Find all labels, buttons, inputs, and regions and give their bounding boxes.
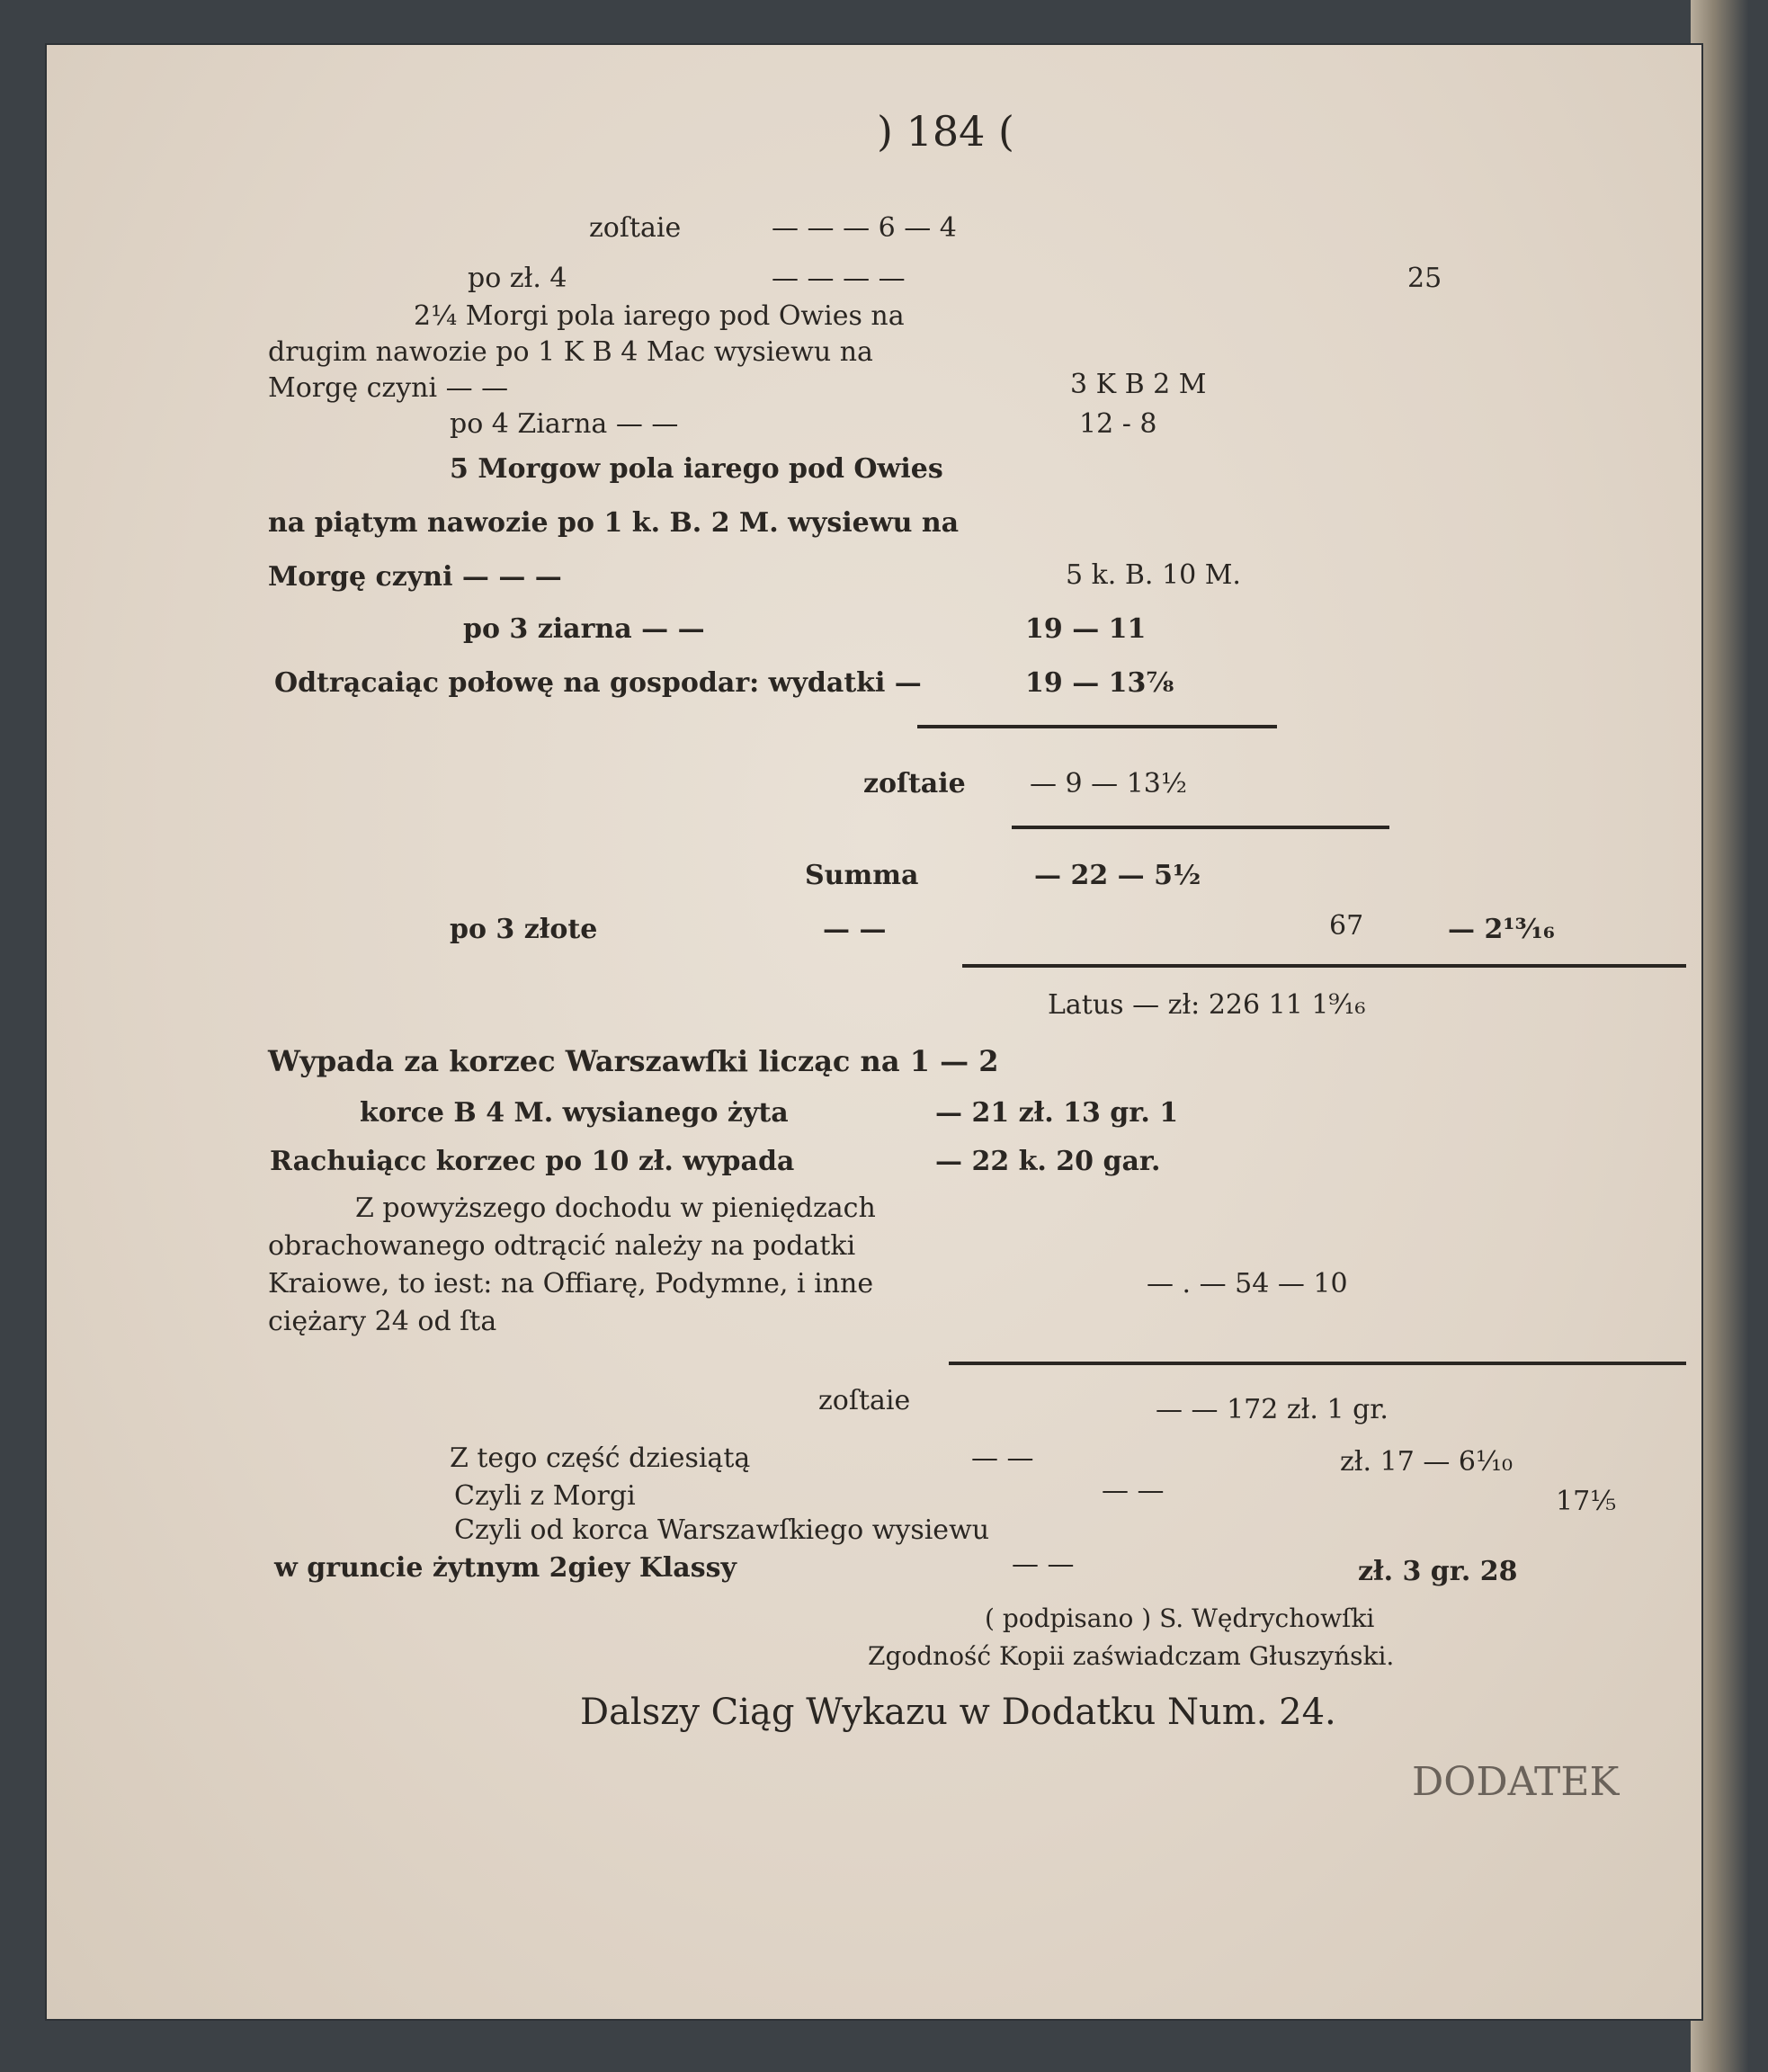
text-line: 67 — [1329, 910, 1364, 942]
text-line: — — — [823, 914, 887, 945]
text-line: 5 Morgow pola iarego pod Owies — [450, 453, 943, 485]
text-line: Morgę czyni — — — [268, 372, 509, 404]
page-number: ) 184 ( — [877, 107, 1014, 156]
text-line: 19 — 13⅞ — [1025, 667, 1174, 699]
text-line: na piątym nawozie po 1 k. B. 2 M. wysiewu na — [268, 507, 960, 539]
text-line: Czyli od korca Warszawſkiego wysiewu — [454, 1514, 990, 1546]
text-line: Wypada za korzec Warszawſki licząc na 1 — 2 — [268, 1044, 999, 1078]
text-line: — . — 54 — 10 — [1147, 1268, 1348, 1299]
text-line: 25 — [1407, 263, 1442, 294]
text-line: Z powyższego dochodu w pieniędzach — [355, 1192, 876, 1224]
text-line: zoſtaie — [818, 1385, 911, 1416]
text-line: — 22 — 5½ — [1034, 860, 1201, 891]
text-line: zoſtaie — [863, 768, 966, 799]
text-line: — 21 zł. 13 gr. 1 — [935, 1097, 1179, 1129]
text-line: — 9 — 13½ — [1030, 768, 1187, 799]
rule — [917, 725, 1277, 728]
text-line: Kraiowe, to iest: na Offiarę, Podymne, i inne — [268, 1268, 874, 1299]
text-line: Latus — zł: 226 11 1⁹⁄₁₆ — [1048, 989, 1366, 1021]
catchword: DODATEK — [1412, 1759, 1620, 1805]
text-line: 12 - 8 — [1079, 408, 1157, 440]
text-line: w gruncie żytnym 2giey Klassy — [274, 1552, 737, 1584]
text-line: drugim nawozie po 1 K B 4 Mac wysiewu na — [268, 336, 873, 368]
text-line: Dalszy Ciąg Wykazu w Dodatku Num. 24. — [580, 1692, 1336, 1733]
rule — [949, 1362, 1686, 1365]
text-line: zł. 17 — 6¹⁄₁₀ — [1340, 1446, 1514, 1478]
text-line: Z tego część dziesiątą — [450, 1442, 751, 1474]
rule — [962, 964, 1686, 968]
text-line: obrachowanego odtrącić należy na podatki — [268, 1230, 856, 1262]
text-line: zoſtaie — [589, 212, 682, 244]
text-line: Odtrącaiąc połowę na gospodar: wydatki — — [274, 667, 922, 699]
text-line: Rachuiącc korzec po 10 zł. wypada — [270, 1146, 795, 1177]
rule — [1012, 826, 1389, 829]
text-line: 3 K B 2 M — [1070, 369, 1207, 400]
text-line: po 3 ziarna — — — [463, 613, 705, 645]
text-line: korce B 4 M. wysianego żyta — [360, 1097, 789, 1129]
text-line: — — — [1102, 1475, 1165, 1506]
text-line: po 4 Ziarna — — — [450, 408, 679, 440]
text-line: 19 — 11 — [1025, 613, 1147, 645]
text-line: — — — [1012, 1549, 1075, 1580]
text-line: 5 k. B. 10 M. — [1066, 559, 1241, 591]
text-line: — — — — — [772, 263, 906, 294]
book-binding-edge — [1691, 0, 1768, 2072]
text-line: 2¼ Morgi pola iarego pod Owies na — [414, 300, 905, 332]
text-line: zł. 3 gr. 28 — [1358, 1556, 1518, 1587]
text-line: po zł. 4 — [468, 263, 567, 294]
text-line: — 22 k. 20 gar. — [935, 1146, 1161, 1177]
text-line: — — — [971, 1442, 1034, 1474]
text-line: Morgę czyni — — — — [268, 561, 562, 593]
text-line: ciężary 24 od ſta — [268, 1306, 497, 1337]
text-line: ( podpisano ) S. Wędrychowſki — [985, 1603, 1375, 1633]
text-line: Summa — [805, 860, 919, 891]
text-line: 17⅟₅ — [1556, 1486, 1617, 1517]
text-line: — — 172 zł. 1 gr. — [1156, 1394, 1389, 1425]
text-line: Zgodność Kopii zaświadczam Głuszyński. — [868, 1641, 1395, 1671]
text-line: Czyli z Morgi — [454, 1480, 636, 1512]
text-line: — 2¹³⁄₁₆ — [1448, 914, 1555, 945]
text-line: — — — 6 — 4 — [772, 212, 957, 244]
text-line: po 3 złote — [450, 914, 598, 945]
